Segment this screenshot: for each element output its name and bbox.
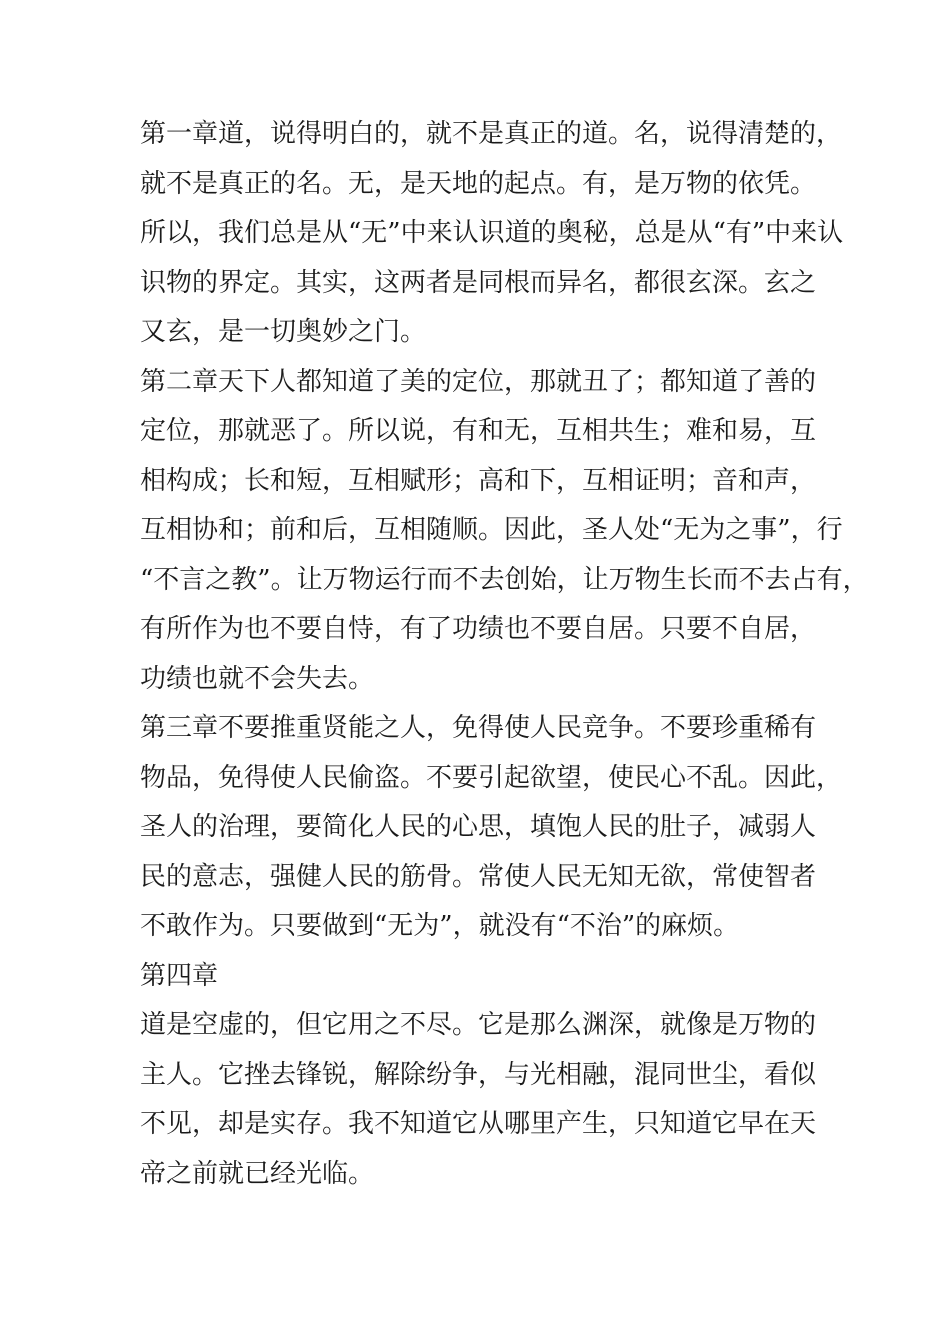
text-line-20: 主人。它挫去锋锐，解除纷争，与光相融，混同世尘，看似 [140,1059,817,1090]
text-line-10: “不言之教”。让万物运行而不去创始，让万物生长而不去占有， [140,564,869,595]
text-line-18: 第四章 [140,960,219,991]
text-line-6: 第二章天下人都知道了美的定位，那就丑了；都知道了善的 [140,366,817,397]
text-line-8: 相构成；长和短，互相赋形；高和下，互相证明；音和声， [140,465,817,496]
text-line-4: 识物的界定。其实，这两者是同根而异名，都很玄深。玄之 [140,267,817,298]
body-text [140,110,869,1199]
text-line-7: 定位，那就恶了。所以说，有和无，互相共生；难和易，互 [140,416,817,446]
text-line-9: 互相协和；前和后，互相随顺。因此，圣人处“无为之事”，行 [140,515,843,545]
text-line-11: 有所作为也不要自恃，有了功绩也不要自居。只要不自居， [140,614,817,644]
text-line-1: 第一章道，说得明白的，就不是真正的道。名，说得清楚的， [140,119,843,149]
text-line-3: 所以，我们总是从“无”中来认识道的奥秘，总是从“有”中来认 [140,218,844,248]
text-line-14: 物品，免得使人民偷盗。不要引起欲望，使民心不乱。因此， [140,762,843,793]
text-line-22: 帝之前就已经光临。 [140,1158,375,1189]
text-line-19: 道是空虚的，但它用之不尽。它是那么渊深，就像是万物的 [140,1010,817,1040]
text-line-2: 就不是真正的名。无，是天地的起点。有，是万物的依凭。 [140,168,817,199]
text-line-17: 不敢作为。只要做到“无为”，就没有“不治”的麻烦。 [140,911,740,941]
text-line-12: 功绩也就不会失去。 [140,663,375,694]
text-line-16: 民的意志，强健人民的筋骨。常使人民无知无欲，常使智者 [140,861,817,892]
text-line-5: 又玄，是一切奥妙之门。 [140,317,427,347]
text-line-13: 第三章不要推重贤能之人，免得使人民竞争。不要珍重稀有 [140,713,817,743]
text-line-15: 圣人的治理，要简化人民的心思，填饱人民的肚子，减弱人 [140,812,817,842]
text-line-21: 不见，却是实存。我不知道它从哪里产生，只知道它早在天 [140,1109,817,1139]
